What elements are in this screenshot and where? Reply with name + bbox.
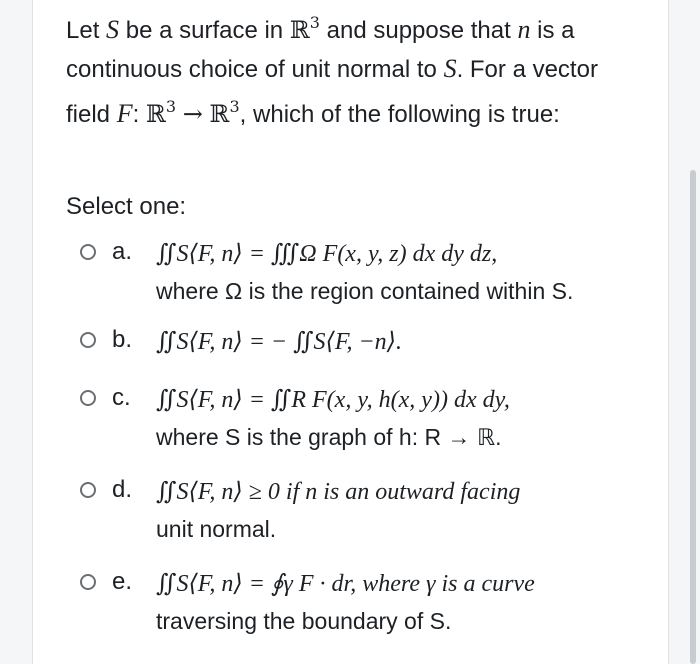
radio-d[interactable] <box>80 482 96 498</box>
option-e-letter: e. <box>112 568 133 595</box>
option-e-text: ∬S⟨F, n⟩ = ∮γ F · dr, where γ is a curve traversing the boundary of S. <box>156 571 535 634</box>
option-a-text: ∬S⟨F, n⟩ = ∭Ω F(x, y, z) dx dy dz, where Ω is the region contained within S. <box>156 241 574 304</box>
option-b-letter: b. <box>112 326 133 353</box>
scrollbar[interactable] <box>690 170 696 664</box>
radio-e[interactable] <box>80 574 96 590</box>
option-c-letter: c. <box>112 384 131 411</box>
radio-c[interactable] <box>80 390 96 406</box>
select-one-label: Select one: <box>66 193 187 220</box>
question-text: Let S be a surface in ℝ$^3$ and suppose that n is a continuous choice of unit normal to S. For a vector field F: ℝ$^3$ → ℝ$^3$, which of the following is true: <box>66 13 598 128</box>
option-a-letter: a. <box>112 238 133 265</box>
option-d-text: ∬S⟨F, n⟩ ≥ 0 if n is an outward facing unit normal. <box>156 479 521 542</box>
radio-a[interactable] <box>80 244 96 260</box>
radio-b[interactable] <box>80 332 96 348</box>
option-b-text: ∬S⟨F, n⟩ = − ∬S⟨F, −n⟩. <box>156 329 403 355</box>
option-c-text: ∬S⟨F, n⟩ = ∬R F(x, y, h(x, y)) dx dy, where S is the graph of h: R → ℝ. <box>156 387 510 450</box>
option-d-letter: d. <box>112 476 133 503</box>
